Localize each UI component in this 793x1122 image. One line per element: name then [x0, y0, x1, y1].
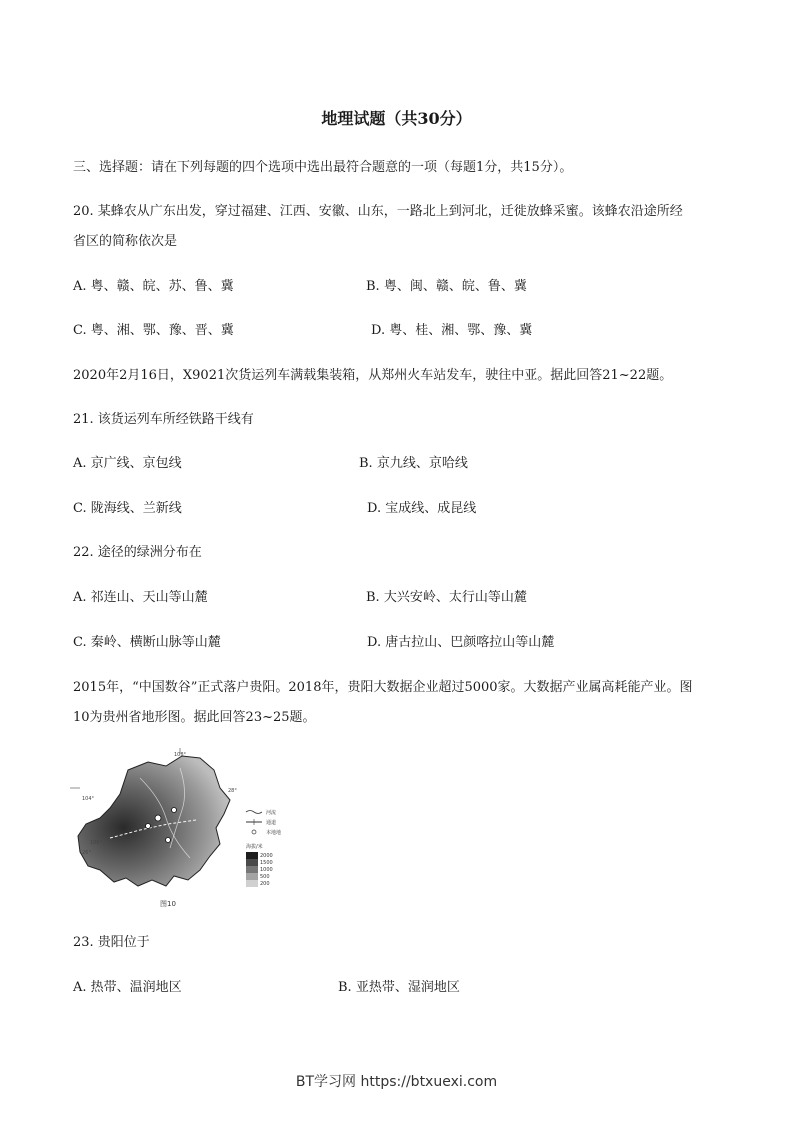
q21-option-d: D. 宝成线、成昆线 [367, 501, 477, 516]
map-caption: 图10 [160, 900, 176, 908]
q23-stem: 23. 贵阳位于 [73, 935, 150, 950]
q20-option-d: D. 粤、桂、湘、鄂、豫、冀 [371, 323, 533, 338]
terrain-map-graphic [70, 748, 282, 910]
lat-label-28: 28° [228, 788, 237, 794]
legend-level-500: 500 [260, 874, 270, 880]
q20-option-c: C. 粤、湘、鄂、豫、晋、冀 [73, 323, 234, 338]
footer-watermark: BT学习网 https://btxuexi.com [295, 1074, 498, 1090]
q22-option-d: D. 唐古拉山、巴颜喀拉山等山麓 [367, 635, 555, 650]
intro-23-25-line2: 10为贵州省地形图。据此回答23~25题。 [73, 710, 316, 725]
legend-level-200: 200 [260, 881, 270, 887]
q21-option-b: B. 京九线、京哈线 [359, 456, 468, 471]
lon-label-106: 106° [90, 840, 103, 846]
legend-level-1500: 1500 [260, 860, 273, 866]
legend-river: 河流 [266, 810, 277, 816]
q20-option-a: A. 粤、赣、皖、苏、鲁、冀 [73, 279, 234, 294]
legend-city: 本地地 [266, 830, 282, 836]
q22-option-a: A. 祁连山、天山等山麓 [73, 590, 208, 605]
q22-option-c: C. 秦岭、横断山脉等山麓 [73, 635, 221, 650]
q23-option-a: A. 热带、温润地区 [73, 980, 182, 995]
q20-option-b: B. 粤、闽、赣、皖、鲁、冀 [366, 279, 527, 294]
legend-railway: 通道 [266, 820, 277, 826]
q22-stem: 22. 途径的绿洲分布在 [73, 545, 202, 560]
q21-stem: 21. 该货运列车所经铁路干线有 [73, 412, 254, 427]
q23-option-b: B. 亚热带、湿润地区 [338, 980, 460, 995]
section-header: 三、选择题：请在下列每题的四个选项中选出最符合题意的一项（每题1分，共15分）。 [73, 160, 573, 175]
intro-23-25-line1: 2015年，“中国数谷”正式落户贵阳。2018年，贵阳大数据企业超过5000家。大数据产业属高耗能产业。图 [73, 680, 693, 695]
lat-label-26: 26° [82, 850, 91, 856]
guizhou-terrain-map [70, 748, 282, 910]
lon-label-104: 104° [82, 796, 95, 802]
q21-option-a: A. 京广线、京包线 [73, 456, 182, 471]
q20-stem-line1: 20. 某蜂农从广东出发，穿过福建、江西、安徽、山东，一路北上到河北，迁徙放蜂采蜜。该蜂农沿途所经 [73, 204, 683, 219]
q22-option-b: B. 大兴安岭、太行山等山麓 [366, 590, 527, 605]
page-title: 地理试题（共30分） [321, 109, 472, 128]
legend-level-2000: 2000 [260, 853, 273, 859]
q20-stem-line2: 省区的简称依次是 [73, 234, 178, 249]
legend-elevation-title: 海拔/米 [246, 844, 263, 850]
q21-option-c: C. 陇海线、兰新线 [73, 501, 182, 516]
intro-21-22: 2020年2月16日，X9021次货运列车满载集装箱，从郑州火车站发车，驶往中亚。据此回答21~22题。 [73, 368, 673, 383]
legend-level-1000: 1000 [260, 867, 273, 873]
lon-label-108: 108° [174, 752, 187, 758]
